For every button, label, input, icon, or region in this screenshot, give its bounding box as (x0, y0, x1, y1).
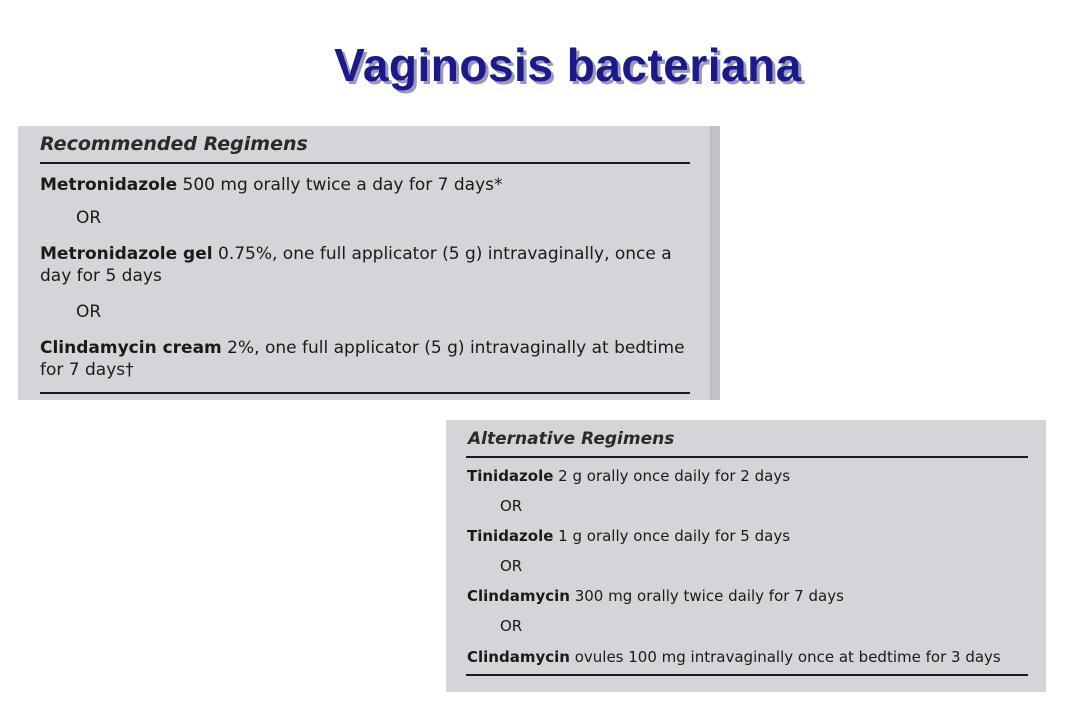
alternative-heading: Alternative Regimens (468, 429, 675, 449)
or-separator: OR (76, 302, 102, 322)
drug-name: Metronidazole gel (40, 244, 213, 264)
or-separator: OR (500, 497, 523, 515)
drug-name: Clindamycin (467, 648, 570, 666)
regimen-detail: 0.75%, one full applicator (5 g) intravaginally, once a day for 5 days (40, 244, 672, 286)
regimen-detail: 300 mg orally twice daily for 7 days (569, 587, 844, 605)
regimen-detail: 2%, one full applicator (5 g) intravaginally at bedtime for 7 days† (40, 338, 685, 380)
drug-name: Clindamycin (467, 587, 570, 605)
footer-rule (466, 674, 1028, 676)
regimen-detail: 2 g orally once daily for 2 days (553, 467, 791, 485)
panel-edge (710, 126, 720, 400)
regimen-item (40, 243, 700, 287)
regimen-item (467, 527, 790, 545)
recommended-heading: Recommended Regimens (40, 133, 308, 155)
or-separator: OR (500, 617, 523, 635)
regimen-item (467, 587, 844, 605)
recommended-regimens-panel (18, 126, 720, 400)
regimen-item (40, 174, 700, 196)
heading-rule (40, 162, 690, 164)
drug-name: Tinidazole (467, 467, 554, 485)
heading-rule (466, 456, 1028, 458)
regimen-detail: ovules 100 mg intravaginally once at bedtime for 3 days (569, 648, 1001, 666)
regimen-detail: 500 mg orally twice a day for 7 days* (177, 175, 503, 195)
drug-name: Tinidazole (467, 527, 554, 545)
regimen-detail: 1 g orally once daily for 5 days (553, 527, 791, 545)
slide-title: Vaginosis bacteriana (334, 39, 802, 91)
regimen-item (467, 648, 1001, 666)
or-separator: OR (500, 557, 523, 575)
footer-rule (40, 392, 690, 394)
drug-name: Clindamycin cream (40, 338, 222, 358)
regimen-item (40, 337, 700, 381)
alternative-regimens-panel (446, 420, 1046, 692)
regimen-item (467, 467, 790, 485)
or-separator: OR (76, 208, 102, 228)
drug-name: Metronidazole (40, 175, 178, 195)
